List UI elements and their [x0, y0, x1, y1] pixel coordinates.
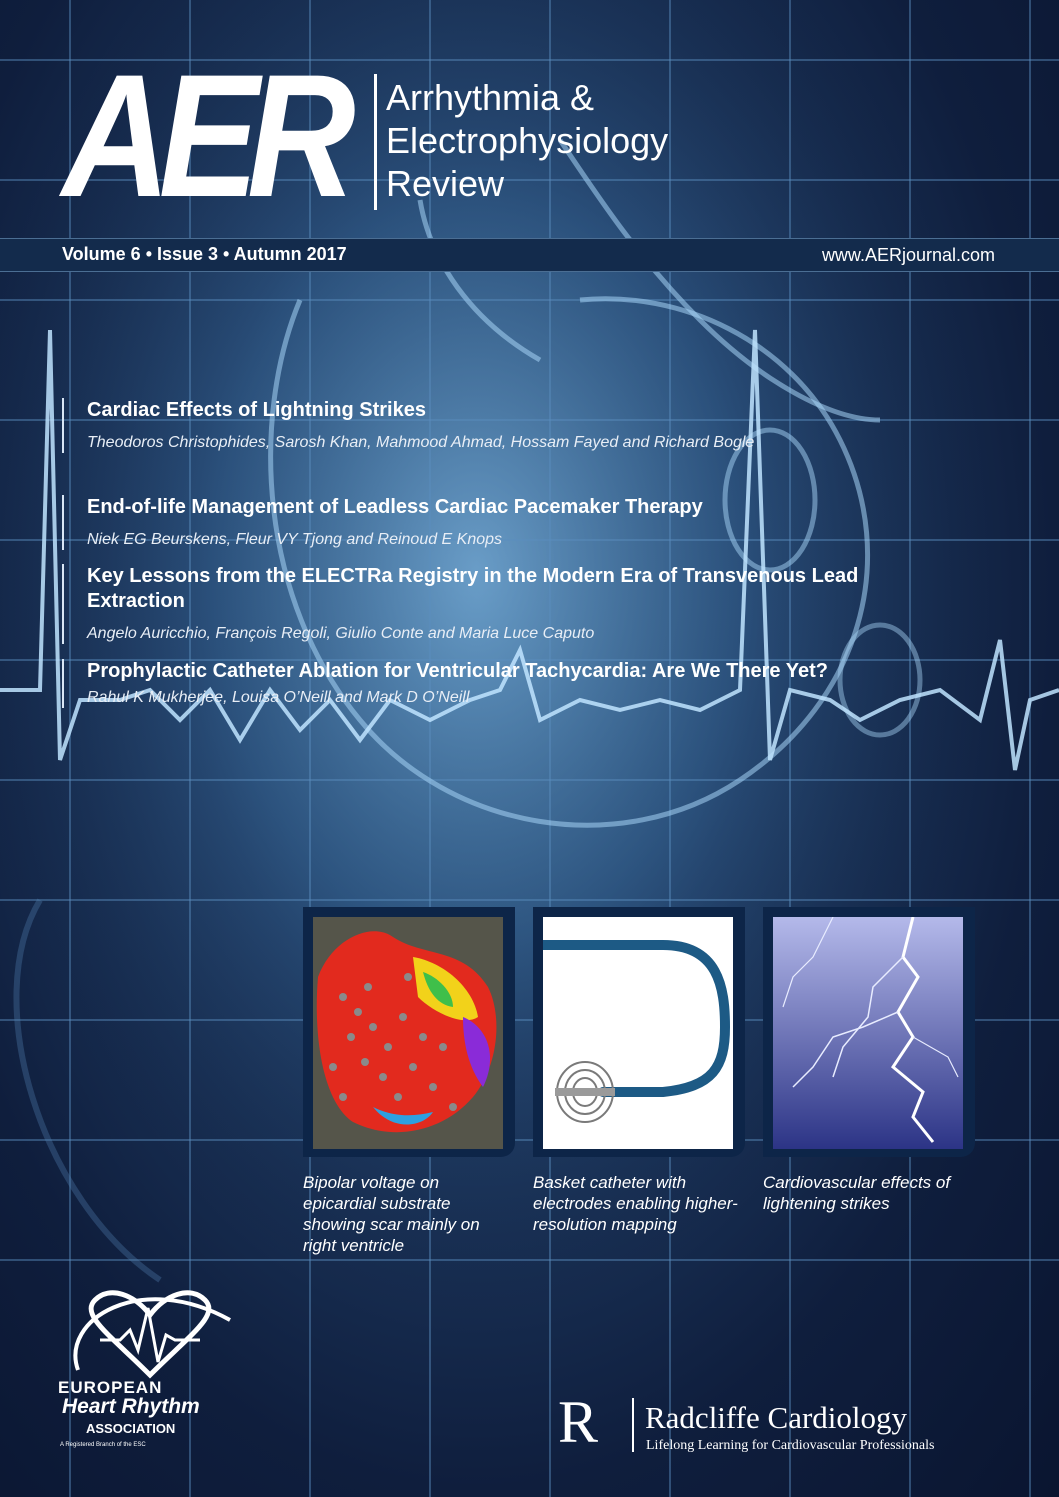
aer-logo: AER [62, 39, 344, 234]
article-authors: Rahul K Mukherjee, Louisa O’Neill and Mark D O’Neill [87, 689, 470, 706]
thumbnail-voltage-map[interactable] [303, 907, 515, 1157]
ehra-line-association: ASSOCIATION [86, 1421, 176, 1436]
article-authors: Angelo Auricchio, François Regoli, Giulio Conte and Maria Luce Caputo [87, 625, 595, 642]
journal-title-line: Review [386, 163, 505, 204]
article-authors: Theodoros Christophides, Sarosh Khan, Mahmood Ahmad, Hossam Fayed and Richard Bogle [87, 434, 755, 451]
thumbnail-caption: Basket catheter with electrodes enabling higher-resolution mapping [533, 1173, 738, 1234]
article-title: End-of-life Management of Leadless Cardiac Pacemaker Therapy [87, 496, 703, 518]
journal-title [386, 76, 668, 205]
radcliffe-monogram: R [558, 1389, 599, 1455]
thumbnail-caption: Cardiovascular effects of lightening strikes [763, 1173, 951, 1213]
journal-title-line: Arrhythmia & [386, 77, 595, 118]
issue-info: Volume 6 • Issue 3 • Autumn 2017 [62, 244, 347, 264]
basket-catheter-icon [543, 917, 733, 1149]
thumbnail-basket-catheter[interactable] [533, 907, 745, 1157]
thumbnail-caption: Bipolar voltage on epicardial substrate showing scar mainly on right ventricle [303, 1173, 480, 1255]
article-item[interactable] [62, 564, 877, 644]
article-authors: Niek EG Beurskens, Fleur VY Tjong and Reinoud E Knops [87, 531, 503, 548]
ehra-line-european: EUROPEAN [58, 1378, 163, 1397]
article-item[interactable] [62, 398, 947, 453]
ehra-line-registered-branch: A Registered Branch of the ESC [60, 1442, 146, 1448]
ehra-line-heart-rhythm: Heart Rhythm [62, 1395, 200, 1418]
journal-url[interactable]: www.AERjournal.com [821, 245, 995, 265]
article-title: Key Lessons from the ELECTRa Registry in the Modern Era of Transvenous Lead Extraction [87, 565, 859, 612]
journal-title-line: Electrophysiology [386, 120, 669, 161]
publisher-tagline: Lifelong Learning for Cardiovascular Professionals [646, 1438, 935, 1453]
lightning-icon [773, 917, 963, 1149]
voltage-map-icon [313, 917, 503, 1149]
article-title: Cardiac Effects of Lightning Strikes [87, 399, 426, 421]
thumbnail-lightning[interactable] [763, 907, 975, 1157]
publisher-name: Radcliffe Cardiology [645, 1400, 908, 1435]
article-item[interactable] [62, 659, 947, 708]
article-title: Prophylactic Catheter Ablation for Ventricular Tachycardia: Are We There Yet? [87, 660, 828, 682]
article-item[interactable] [62, 495, 947, 550]
issue-bar [0, 238, 1059, 272]
radcliffe-divider [632, 1398, 634, 1452]
masthead [0, 0, 1059, 238]
logo-divider [374, 74, 377, 210]
